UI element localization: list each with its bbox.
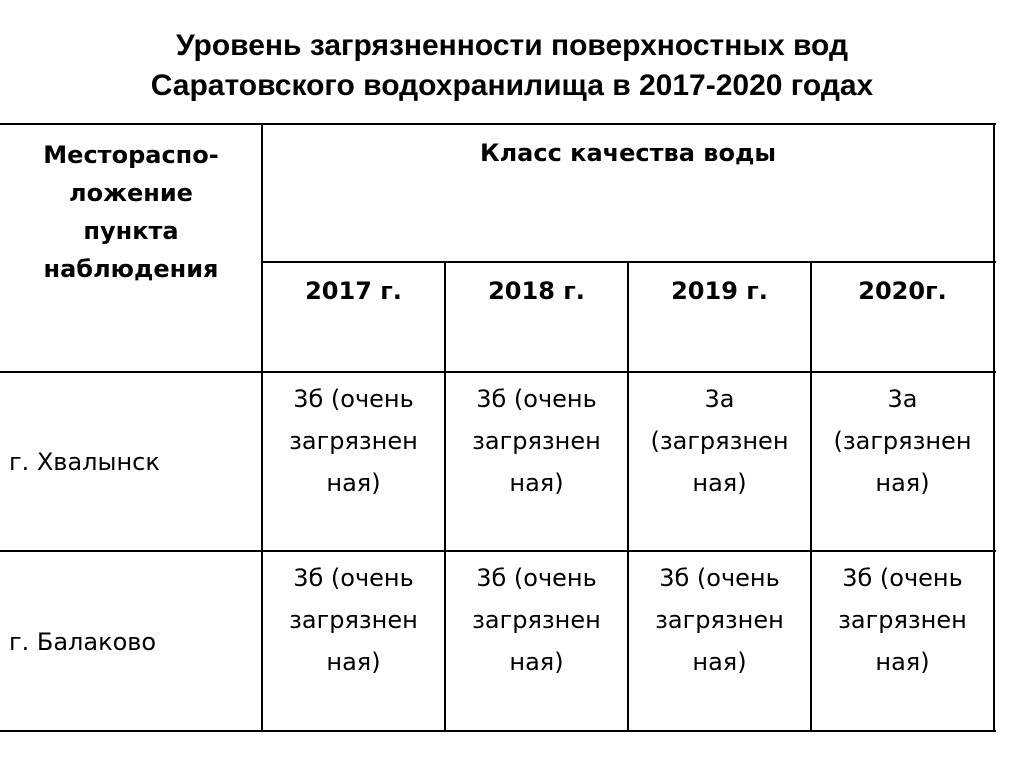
- quality-cell-khvalynsk-2020: [811, 378, 994, 504]
- quality-cell-line: загрязнен: [289, 427, 418, 455]
- location-header: [0, 136, 262, 288]
- location-header-line: ложение: [69, 179, 193, 207]
- quality-cell-line: 3б (очень: [476, 385, 597, 413]
- title-line-2: Саратовского водохранилища в 2017-2020 годах: [150, 69, 874, 102]
- quality-cell-line: 3а: [887, 385, 918, 413]
- quality-cell-line: 3б (очень: [476, 564, 597, 592]
- location-header-line: Местораспо-: [43, 141, 219, 169]
- quality-cell-line: загрязнен: [655, 606, 784, 634]
- row-location-balakovo: г. Балаково: [9, 628, 157, 656]
- quality-cell-line: 3б (очень: [659, 564, 780, 592]
- quality-cell-line: загрязнен: [289, 606, 418, 634]
- quality-cell-balakovo-2018: [445, 557, 628, 683]
- class-header: Класс качества воды: [479, 139, 777, 167]
- year-header-2019: 2019 г.: [671, 277, 768, 305]
- location-header-line: наблюдения: [43, 255, 219, 283]
- quality-cell-line: ная): [326, 648, 381, 676]
- quality-cell-line: 3б (очень: [293, 564, 414, 592]
- header-bottom-border: [0, 371, 996, 373]
- year-header-2017: 2017 г.: [305, 277, 402, 305]
- quality-cell-balakovo-2020: [811, 557, 994, 683]
- quality-cell-line: 3б (очень: [842, 564, 963, 592]
- quality-cell-line: 3б (очень: [293, 385, 414, 413]
- year-header-2018: 2018 г.: [488, 277, 585, 305]
- year-header-divider: [262, 261, 996, 263]
- quality-cell-line: ная): [509, 648, 564, 676]
- quality-cell-khvalynsk-2019: [628, 378, 811, 504]
- quality-cell-line: (загрязнен: [833, 427, 972, 455]
- quality-cell-line: ная): [875, 648, 930, 676]
- year-header-2020: 2020г.: [858, 277, 947, 305]
- quality-cell-khvalynsk-2018: [445, 378, 628, 504]
- table-border-top: [0, 123, 996, 125]
- quality-cell-khvalynsk-2017: [262, 378, 445, 504]
- location-header-line: пункта: [83, 217, 179, 245]
- quality-cell-balakovo-2019: [628, 557, 811, 683]
- quality-cell-balakovo-2017: [262, 557, 445, 683]
- quality-cell-line: ная): [509, 469, 564, 497]
- quality-cell-line: 3а: [704, 385, 735, 413]
- quality-cell-line: загрязнен: [472, 427, 601, 455]
- quality-cell-line: (загрязнен: [650, 427, 789, 455]
- table-border-bottom: [0, 730, 996, 732]
- quality-cell-line: загрязнен: [472, 606, 601, 634]
- row-divider: [0, 550, 996, 552]
- quality-cell-line: ная): [692, 469, 747, 497]
- title-line-1: Уровень загрязненности поверхностных вод: [176, 29, 848, 62]
- row-location-khvalynsk: г. Хвалынск: [9, 448, 160, 476]
- quality-cell-line: ная): [326, 469, 381, 497]
- quality-cell-line: ная): [875, 469, 930, 497]
- quality-cell-line: ная): [692, 648, 747, 676]
- quality-cell-line: загрязнен: [838, 606, 967, 634]
